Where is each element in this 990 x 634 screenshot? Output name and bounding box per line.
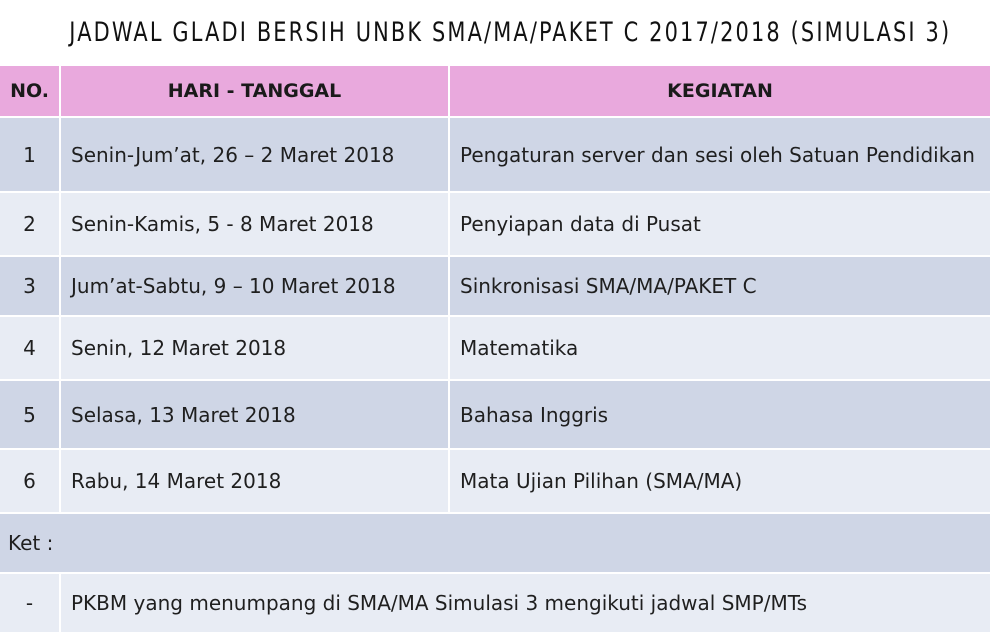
row-activity: Mata Ujian Pilihan (SMA/MA) xyxy=(449,449,990,513)
table-row xyxy=(0,192,990,256)
row-activity: Pengaturan server dan sesi oleh Satuan Pendidikan xyxy=(449,117,990,192)
row-date: Senin-Kamis, 5 - 8 Maret 2018 xyxy=(60,192,449,256)
row-date: Senin, 12 Maret 2018 xyxy=(60,316,449,380)
row-activity: Bahasa Inggris xyxy=(449,380,990,449)
row-no: 4 xyxy=(0,316,60,380)
row-date: Selasa, 13 Maret 2018 xyxy=(60,380,449,449)
table-row xyxy=(0,256,990,316)
note-row xyxy=(0,573,990,633)
note-marker: - xyxy=(0,573,60,633)
row-date: Senin-Jum’at, 26 – 2 Maret 2018 xyxy=(60,117,449,192)
header-activity: KEGIATAN xyxy=(449,66,990,117)
row-activity: Sinkronisasi SMA/MA/PAKET C xyxy=(449,256,990,316)
note-label: Ket : xyxy=(0,513,990,573)
row-no: 1 xyxy=(0,117,60,192)
table-header-row xyxy=(0,66,990,117)
row-date: Jum’at-Sabtu, 9 – 10 Maret 2018 xyxy=(60,256,449,316)
note-label-row xyxy=(0,513,990,573)
row-activity: Matematika xyxy=(449,316,990,380)
table-row xyxy=(0,380,990,449)
row-activity: Penyiapan data di Pusat xyxy=(449,192,990,256)
page-title: JADWAL GLADI BERSIH UNBK SMA/MA/PAKET C 2017/2018 (SIMULASI 3) xyxy=(69,17,952,48)
table-row xyxy=(0,117,990,192)
row-no: 3 xyxy=(0,256,60,316)
note-text: PKBM yang menumpang di SMA/MA Simulasi 3 mengikuti jadwal SMP/MTs xyxy=(60,573,990,633)
table-row xyxy=(0,316,990,380)
header-date: HARI - TANGGAL xyxy=(60,66,449,117)
header-no: NO. xyxy=(0,66,60,117)
table-row xyxy=(0,449,990,513)
row-no: 2 xyxy=(0,192,60,256)
schedule-table xyxy=(0,66,990,634)
row-date: Rabu, 14 Maret 2018 xyxy=(60,449,449,513)
row-no: 6 xyxy=(0,449,60,513)
row-no: 5 xyxy=(0,380,60,449)
